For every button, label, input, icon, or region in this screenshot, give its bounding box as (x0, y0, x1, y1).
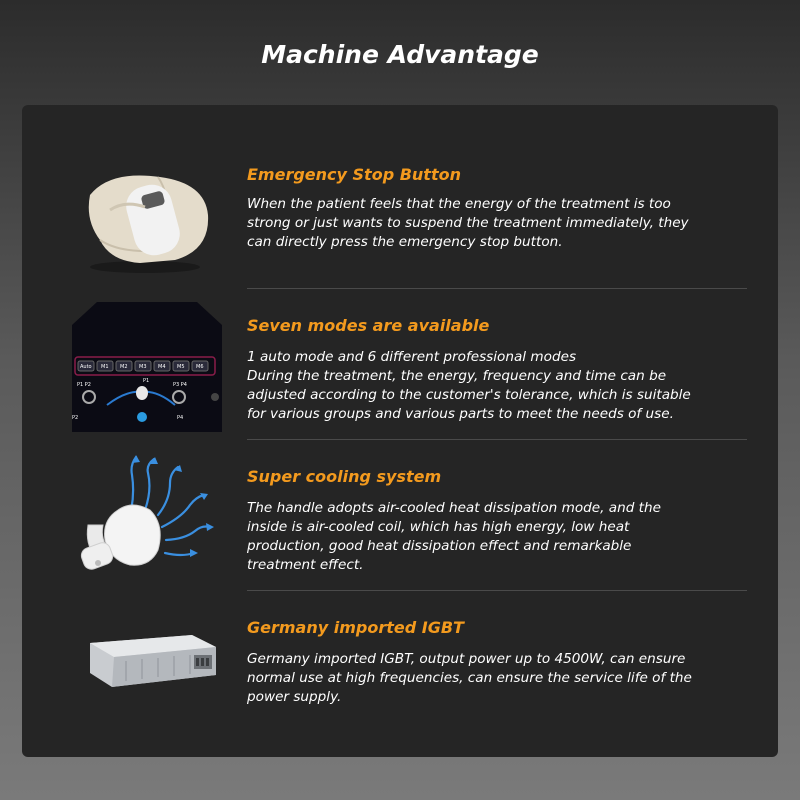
feature-description (247, 348, 747, 424)
section-divider (247, 439, 747, 440)
port-label: P1 (143, 378, 150, 384)
section-divider (247, 590, 747, 591)
feature-title: Emergency Stop Button (247, 165, 461, 184)
description-line: production, good heat dissipation effect and remarkable (247, 538, 632, 554)
description-line: inside is air-cooled coil, which has high energy, low heat (247, 519, 630, 535)
description-line: During the treatment, the energy, frequency and time can be (247, 368, 667, 384)
description-line: strong or just wants to suspend the treatment immediately, they (247, 215, 689, 231)
power-supply-icon (82, 625, 222, 695)
description-line: Germany imported IGBT, output power up to 4500W, can ensure (247, 651, 686, 667)
page-title: Machine Advantage (261, 40, 539, 69)
feature-description (247, 499, 747, 575)
hand-pressing-button-icon (70, 155, 220, 275)
feature-title: Germany imported IGBT (247, 618, 464, 637)
mode-label: M5 (177, 364, 185, 370)
description-line: power supply. (247, 689, 342, 705)
description-line: 1 auto mode and 6 different professional modes (247, 349, 577, 365)
description-line: When the patient feels that the energy of the treatment is too (247, 196, 671, 212)
mode-label: M1 (101, 364, 109, 370)
feature-description (247, 195, 747, 252)
description-line: The handle adopts air-cooled heat dissipation mode, and the (247, 500, 661, 516)
feature-title: Seven modes are available (247, 316, 490, 335)
mode-label: M2 (120, 364, 128, 370)
feature-description (247, 650, 747, 707)
description-line: for various groups and various parts to meet the needs of use. (247, 406, 674, 422)
description-line: adjusted according to the customer's tolerance, which is suitable (247, 387, 691, 403)
port-label: P4 (177, 415, 184, 421)
features-panel (22, 105, 778, 757)
description-line: normal use at high frequencies, can ensure the service life of the (247, 670, 692, 686)
control-panel-icon (67, 300, 227, 435)
mode-label: M3 (139, 364, 147, 370)
feature-title: Super cooling system (247, 467, 442, 486)
port-label: P2 (72, 415, 79, 421)
section-divider (247, 288, 747, 289)
mode-label: Auto (80, 364, 92, 370)
port-label: P1 P2 (77, 382, 91, 388)
mode-label: M4 (158, 364, 166, 370)
cooling-handle-icon (70, 455, 220, 580)
port-label: P3 P4 (173, 382, 187, 388)
description-line: treatment effect. (247, 557, 364, 573)
description-line: can directly press the emergency stop button. (247, 234, 563, 250)
mode-label: M6 (196, 364, 204, 370)
